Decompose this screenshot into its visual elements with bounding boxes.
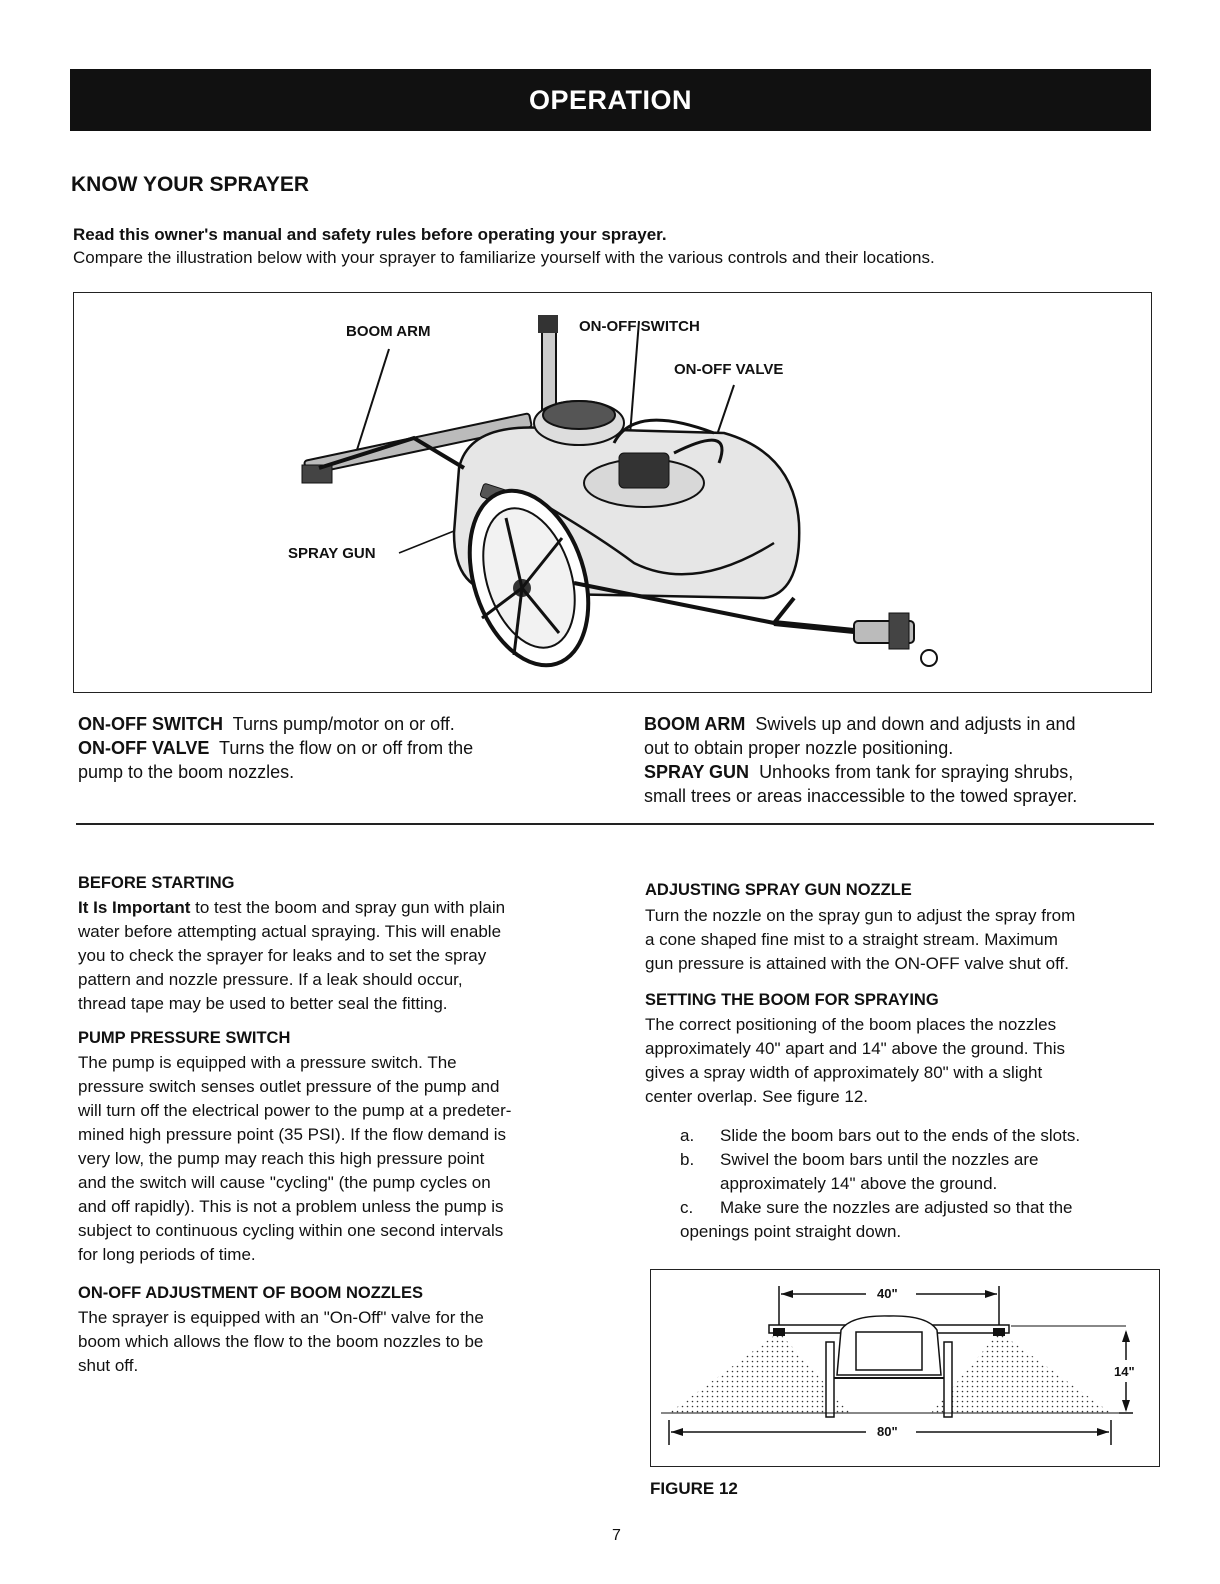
operation-banner: OPERATION <box>70 69 1151 131</box>
label-spray-gun: SPRAY GUN <box>288 545 376 562</box>
desc-spray-gun-cont: small trees or areas inaccessible to the towed sprayer. <box>644 786 1078 806</box>
desc-boom-arm-cont: out to obtain proper nozzle positioning. <box>644 738 954 758</box>
step-b: b. Swivel the boom bars until the nozzles are <box>680 1150 1039 1169</box>
intro-warning: Read this owner's manual and safety rules before operating your sprayer. <box>73 225 667 244</box>
dim-40: 40" <box>877 1286 898 1301</box>
step-c-cont: openings point straight down. <box>680 1222 902 1241</box>
before-starting-text: It Is Important to test the boom and spray gun with plain water before attempting actual spraying. This will enable you to check the sprayer for leaks and to set the spray pattern and nozzle pressure. If a leak should occur, thread tape may be used to better seal the fitting. <box>78 898 506 1013</box>
onoff-adjust-text: The sprayer is equipped with an "On-Off" valve for the boom which allows the flow to the boom nozzles to be shut off. <box>78 1308 484 1375</box>
figure-12 <box>650 1269 1160 1467</box>
desc-onoff-valve: ON-OFF VALVE Turns the flow on or off from the <box>78 738 474 758</box>
step-a: a. Slide the boom bars out to the ends of the slots. <box>680 1126 1081 1145</box>
label-onoff-switch: ON-OFF SWITCH <box>579 318 700 335</box>
section-divider <box>76 823 1154 825</box>
pump-pressure-text: The pump is equipped with a pressure switch. The pressure switch senses outlet pressure of the pump and will turn off the electrical power to the pump at a predeter- mined high pressure point (35 PSI). If the flow demand is very low, the pump may reach this high pressure point and the switch will cause "cycling" (the pump cycles on and off rapidly). This is not a problem unless the pump is subject to continuous cycling within one second intervals for long periods of time. <box>78 1053 512 1264</box>
setting-boom-heading: SETTING THE BOOM FOR SPRAYING <box>645 991 939 1009</box>
adjust-gun-heading: ADJUSTING SPRAY GUN NOZZLE <box>645 881 912 899</box>
step-b-cont: approximately 14" above the ground. <box>720 1174 998 1193</box>
pump-pressure-heading: PUMP PRESSURE SWITCH <box>78 1029 291 1047</box>
step-list <box>680 1124 1170 1244</box>
figure-caption: FIGURE 12 <box>650 1479 738 1498</box>
step-c: c. Make sure the nozzles are adjusted so that the <box>680 1198 1073 1217</box>
desc-left <box>78 712 618 784</box>
desc-spray-gun: SPRAY GUN Unhooks from tank for spraying shrubs, <box>644 762 1074 782</box>
before-starting-heading: BEFORE STARTING <box>78 874 235 892</box>
desc-right <box>644 712 1164 808</box>
setting-boom-text: The correct positioning of the boom places the nozzles approximately 40" apart and 14" above the ground. This gives a spray width of approximately 80" with a slight center overlap. See figure 12. <box>645 1015 1066 1106</box>
onoff-adjust-heading: ON-OFF ADJUSTMENT OF BOOM NOZZLES <box>78 1284 423 1302</box>
section-title: KNOW YOUR SPRAYER <box>71 173 310 196</box>
label-boom-arm: BOOM ARM <box>346 323 431 340</box>
desc-onoff-valve-cont: pump to the boom nozzles. <box>78 762 295 782</box>
label-onoff-valve: ON-OFF VALVE <box>674 361 784 378</box>
boom-spray-diagram <box>651 1270 1161 1468</box>
adjust-gun-text: Turn the nozzle on the spray gun to adjust the spray from a cone shaped fine mist to a straight stream. Maximum gun pressure is attained with the ON-OFF valve shut off. <box>645 906 1076 973</box>
page-number: 7 <box>612 1527 621 1544</box>
desc-boom-arm: BOOM ARM Swivels up and down and adjusts in and <box>644 714 1076 734</box>
dim-80: 80" <box>877 1424 898 1439</box>
sprayer-illustration <box>73 292 1152 693</box>
desc-onoff-switch: ON-OFF SWITCH Turns pump/motor on or off. <box>78 714 455 734</box>
intro-text: Compare the illustration below with your sprayer to familiarize yourself with the various controls and their locations. <box>73 248 935 267</box>
dim-14: 14" <box>1114 1364 1135 1379</box>
sprayer-drawing <box>74 293 1153 694</box>
